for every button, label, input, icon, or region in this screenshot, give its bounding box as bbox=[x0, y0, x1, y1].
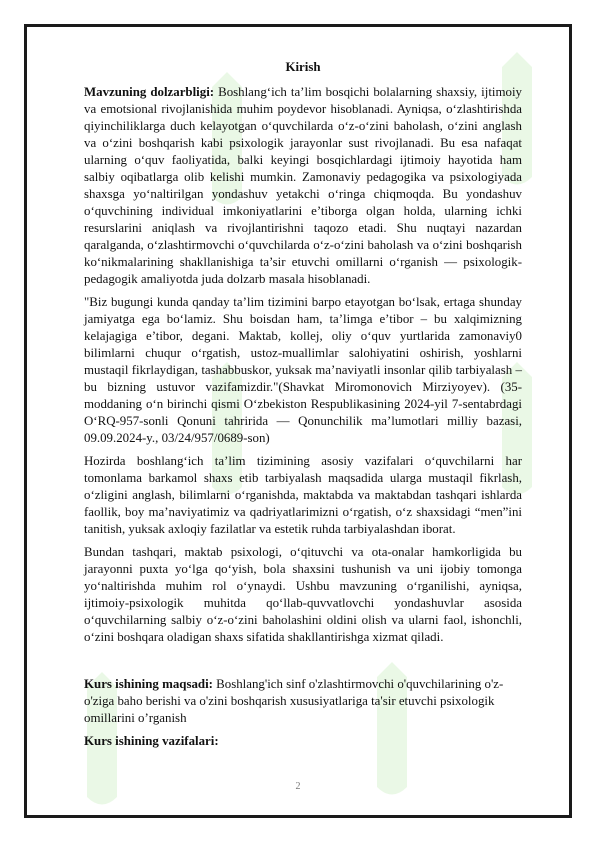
paragraph-quote bbox=[84, 294, 522, 447]
paragraph-text: "Biz bugungi kunda qanday ta’lim tizimini barpo etayotgan bo‘lsak, ertaga shunday jamiyatga ega bo‘lamiz. Shu boisdan ham, ta’limga e’tibor – bu xalqimizning kelajagiga e’tibor, degani. Maktab, kollej, oliy o‘quv yurtlarida zamonaviy0 bilimlarni chuqur o‘rgatish, ustoz-muallimlar salohiyatini oshirish, yoshlarni mustaqil fikrlaydigan, tashabbuskor, yuksak ma’naviyatli insonlar qilib tarbiyalash – bu bizning ustuvor vazifamizdir."(Shavkat Miromonovich Mirziyoyev). (35-moddaning o‘n birinchi qismi O‘zbekiston Respublikasining 2024-yil 7-sentabrdagi O‘RQ-957-sonli Qonuni tahririda — Qonunchilik ma’lumotlari milliy bazasi, 09.09.2024-y., 03/24/957/0689-son) bbox=[84, 295, 522, 445]
paragraph-goal bbox=[84, 676, 522, 727]
tasks-lead: Kurs ishining vazifalari: bbox=[84, 734, 219, 748]
paragraph-text: Boshlang‘ich ta’lim bosqichi bolalarning shaxsiy, ijtimoiy va emotsional rivojlanishida muhim poydevor hisoblanadi. Ayniqsa, o‘zlashtirishda qiyinchiliklarga duch kelayotgan o‘quvchilarda o‘z-o‘zini baholash, o‘zini anglash va o‘zini boshqarish kabi psixologik jarayonlar sust rivojlanadi. Bu esa nafaqat ularning o‘quv faoliyatida, balki keyingi bosqichlardagi ijtimoiy hayotida ham salbiy oqibatlarga olib kelishi mumkin. Zamonaviy pedagogika va psixologiyada shaxsga yo‘naltirilgan yondashuv yetakchi o‘ringa chiqmoqda. Bu yondashuv o‘quvchining individual imkoniyatlarini e’tiborga olgan holda, ularning ichki resurslarini aniqlash va rivojlantirishni taqozo etadi. Shu nuqtayi nazardan qaralganda, o‘zlashtirmovchi o‘quvchilarda o‘z-o‘zini baholash va o‘zini boshqarish ko‘nikmalarining shakllanishiga ta’sir etuvchi omillarni o‘rganish — psixologik-pedagogik amaliyotda juda dolzarb masala hisoblanadi. bbox=[84, 85, 522, 286]
page-frame bbox=[24, 24, 572, 818]
spacer bbox=[84, 652, 522, 676]
paragraph-tasks bbox=[84, 733, 522, 750]
document-body bbox=[84, 59, 522, 756]
goal-lead: Kurs ishining maqsadi: bbox=[84, 677, 213, 691]
paragraph-lead: Mavzuning dolzarbligi: bbox=[84, 85, 215, 99]
paragraph-tasks-of-education bbox=[84, 453, 522, 538]
paragraph-cooperation bbox=[84, 544, 522, 646]
paragraph-relevance bbox=[84, 84, 522, 288]
paragraph-text: Bundan tashqari, maktab psixologi, o‘qituvchi va ota-onalar hamkorligida bu jarayonni puxta yo‘lga qo‘yish, bola shaxsini tushunish va uni ijobiy tomonga yo‘naltirishda muhim rol o‘ynaydi. Ushbu mavzuning o‘rganilishi, ayniqsa, ijtimoiy-psixologik muhitda qo‘llab-quvvatlovchi yondashuvlar asosida o‘quvchilarning salbiy o‘z-o‘zini baholashini oldini olish va ularni faol, ishonchli, o‘zini boshqara oladigan shaxs sifatida shakllantirishga xizmat qiladi. bbox=[84, 545, 522, 644]
paragraph-text: Hozirda boshlang‘ich ta’lim tizimining asosiy vazifalari o‘quvchilarni har tomonlama barkamol shaxs etib tarbiyalash maqsadida ularga mustaqil fikrlash, o‘zligini anglash, bilimlarni o‘rganishda, maktabda va maktabdan tashqari ishlarda faollik, boy ma’naviyatimiz va qadriyatlarimizni o‘rgatish, o‘z shaxsidagi “men”ini tanitish, yuksak axloqiy fazilatlar va estetik ruhda tarbiyalashdan iborat. bbox=[84, 454, 522, 536]
goal-text: Boshlang'ich sinf o'zlashtirmovchi o'quvchilarining o'z-o'ziga baho berishi va o'zini boshqarish xususiyatlariga ta'sir etuvchi psixologik omillarini o’rganish bbox=[84, 677, 504, 725]
page-number: 2 bbox=[295, 781, 301, 792]
page-title: Kirish bbox=[285, 60, 321, 74]
